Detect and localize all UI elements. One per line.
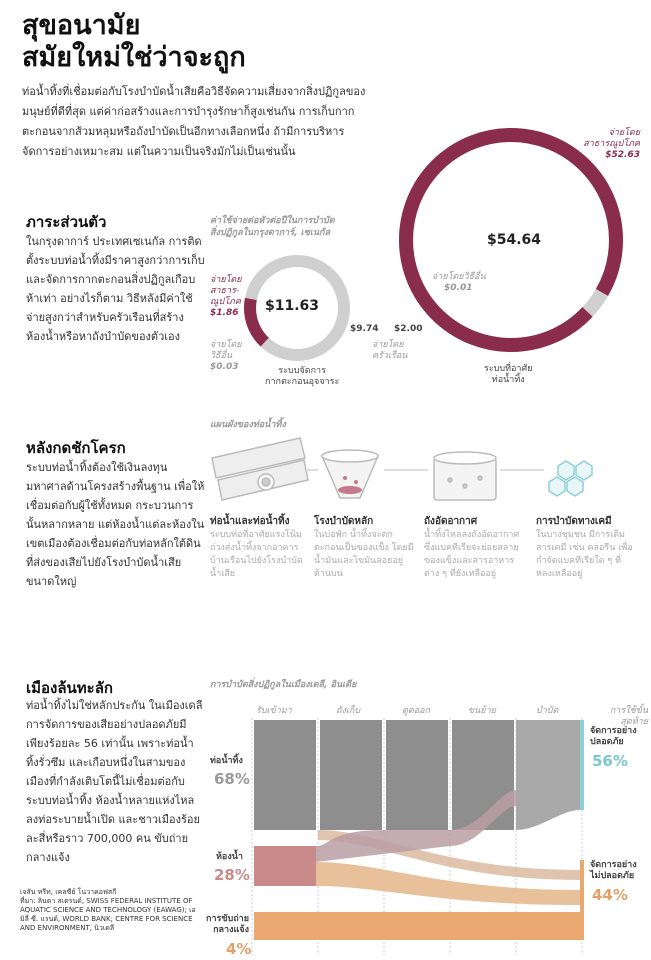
small-household-value: $9.74 bbox=[350, 324, 379, 334]
flow-chart-title: การบำบัดสิ่งปฏิกูลในเมืองเดลี, อินเดีย bbox=[210, 680, 357, 690]
outcome-safe-pct: 56% bbox=[592, 752, 628, 770]
col-treatment: บำบัด bbox=[536, 706, 559, 716]
outcome-unsafe-label-2: ไม่ปลอดภัย bbox=[590, 871, 635, 881]
small-donut-name-2: กากตะกอนอุจจาระ bbox=[265, 377, 340, 387]
section1-heading: ภาระส่วนตัว bbox=[26, 213, 107, 231]
source-open-label-1: การขับถ่าย bbox=[206, 914, 249, 924]
section3-heading: เมืองล้นทะลัก bbox=[26, 679, 114, 697]
sewer-band-2 bbox=[320, 720, 382, 830]
step-2-body: ในบ่อพัก น้ำทิ้งจะตกตะกอนเป็นของแข็ง โดยมีน้ำมันและไขมันลอยอยู่ด้านบน bbox=[314, 530, 414, 579]
col-transport: ขนย้าย bbox=[468, 706, 496, 716]
source-sewer-pct: 68% bbox=[214, 770, 250, 788]
open-band bbox=[254, 912, 316, 940]
large-household-label-1: จ่ายโดย bbox=[372, 340, 404, 350]
title-line-1: สุขอนามัย bbox=[22, 10, 141, 41]
large-other-value: $0.01 bbox=[444, 283, 473, 293]
step-3-title: ถังอัดอากาศ bbox=[424, 516, 478, 527]
source-sewer-label: ท่อน้ำทิ้ง bbox=[210, 756, 243, 766]
outcome-safe-label bbox=[590, 726, 637, 748]
outcome-safe-label-2: ปลอดภัย bbox=[590, 737, 624, 747]
title-line-2: สมัยใหม่ใช่ว่าจะถูก bbox=[22, 42, 246, 73]
step-1-title: ท่อน้ำและท่อน้ำทิ้ง bbox=[210, 516, 290, 527]
col-end-use: การใช้ขั้นสุดท้าย bbox=[609, 706, 648, 727]
intro-text: ท่อน้ำทิ้งที่เชื่อมต่อกับโรงบำบัดน้ำเสียคือวิธีจัดความเสี่ยงจากสิ่งปฏิกูลของมนุษย์ที่ดีที่สุด แต่ค่าก่อสร้างและการบำรุงรักษาก็สูงเช่นกัน การเก็บกากตะกอนจากส้วมหลุมหรือถังบำบัดเป็นอีกทางเลือกหนึ่ง ถ้ามีการบริหารจัดการอย่างเหมาะสม แต่ในความเป็นจริงมักไม่เป็นเช่นนั้น bbox=[22, 85, 366, 158]
source-toilet-pct: 28% bbox=[214, 866, 250, 884]
section2-heading: หลังกดชักโครก bbox=[26, 439, 126, 457]
step-3-body: น้ำทิ้งไหลลงถังอัดอากาศ ซึ่งแบคทีเรียจะย่อยสลายของแข็งและสารอาหารต่าง ๆ ที่ยังเหลืออยู่ bbox=[424, 530, 520, 579]
small-public-label-1: จ่ายโดย bbox=[210, 275, 242, 285]
col-emptying: ดูดออก bbox=[402, 706, 430, 716]
section1-body: ในกรุงดาการ์ ประเทศเซเนกัล การติดตั้งระบบท่อน้ำทิ้งมีราคาสูงกว่าการเก็บและจัดการกากตะกอนสิ่งปฏิกูลเกือบห้าเท่า อย่างไรก็ตาม วิธีหลังมีค่าใช้จ่ายสูงกว่าสำหรับครัวเรือนที่สร้างห้องน้ำหรือหาถังบำบัดของตัวเอง bbox=[26, 235, 205, 343]
section2-body: ระบบท่อน้ำทิ้งต้องใช้เงินลงทุนมหาศาลด้านโครงสร้างพื้นฐาน เพื่อให้เชื่อมต่อกับผู้ใช้ทั้งหมด กระบวนการนั้นหลากหลาย แต่ห้องน้ำแต่ละห้องในเขตเมืองต้องเชื่อมต่อกับท่อหลักใต้ดินที่ส่งของเสียไปยังโรงบำบัดน้ำเสียขนาดใหญ่ bbox=[26, 461, 205, 588]
large-public-value: $52.63 bbox=[605, 150, 640, 160]
outcome-unsafe-label bbox=[590, 860, 637, 882]
small-other-value: $0.03 bbox=[210, 362, 239, 372]
section3-body: ท่อน้ำทิ้งไม่ใช่หลักประกัน ในเมืองเดลี การจัดการของเสียอย่างปลอดภัยมีเพียงร้อยละ 56 เท่านั้น เพราะท่อน้ำทิ้งรั่วซึม และเกือบหนึ่งในสามของเมืองที่กำลังเติบโตนี้ไม่เชื่อมต่อกับระบบท่อน้ำทิ้ง ห้องน้ำหลายแห่งไหลลงท่อระบายน้ำเปิด และชาวเมืองร้อยละสี่หรือราว 700,000 คน ขับถ่ายกลางแจ้ง bbox=[26, 699, 203, 864]
outcome-unsafe-pct: 44% bbox=[592, 886, 628, 904]
sewer-band-4 bbox=[452, 720, 514, 830]
small-public-value: $1.86 bbox=[210, 308, 239, 318]
source-open-label-2: กลางแจ้ง bbox=[213, 925, 249, 935]
outcome-safe-label-1: จัดการอย่าง bbox=[590, 726, 637, 736]
sewer-band-1 bbox=[254, 720, 316, 830]
small-public-label-3: ณูปโภค bbox=[210, 297, 241, 307]
toilet-band bbox=[254, 846, 316, 886]
safe-bar bbox=[580, 720, 584, 810]
sewer-diagram-title: แผนผังของท่อน้ำทิ้ง bbox=[210, 420, 286, 430]
step-2-title: โรงบำบัดหลัก bbox=[314, 516, 374, 527]
step-4-title: การบำบัดทางเคมี bbox=[536, 516, 612, 527]
large-household-label-2: ครัวเรือน bbox=[372, 351, 408, 361]
source-open-pct: 4% bbox=[226, 940, 252, 958]
large-donut-name-2: ท่อน้ำทิ้ง bbox=[491, 375, 525, 385]
small-donut-name-1: ระบบจัดการ bbox=[278, 366, 326, 376]
large-donut-name-1: ระบบที่อาศัย bbox=[484, 364, 533, 374]
large-public-label-2: สาธารณูปโภค bbox=[583, 139, 640, 149]
unsafe-bar bbox=[580, 860, 584, 940]
source-open-label bbox=[206, 914, 249, 936]
step-1-body: ระบบท่อที่อาศัยแรงโน้มถ่วงส่งน้ำทิ้งจากอาคารบ้านเรือนไปยังโรงบำบัดน้ำเสีย bbox=[210, 530, 303, 579]
small-donut-total: $11.63 bbox=[265, 298, 320, 314]
small-other-label-2: วิธีอื่น bbox=[210, 351, 233, 361]
large-other-label-text: จ่ายโดยวิธีอื่น bbox=[432, 272, 486, 282]
outcome-unsafe-label-1: จัดการอย่าง bbox=[590, 860, 637, 870]
sewer-band-3 bbox=[386, 720, 448, 830]
small-public-label-2: สาธาร- bbox=[210, 286, 240, 296]
source-toilet-label: ห้องน้ำ bbox=[216, 852, 243, 862]
toilet-to-unsafe bbox=[316, 862, 580, 905]
donut-chart-title-1: ค่าใช้จ่ายต่อหัวต่อปีในการบำบัด bbox=[210, 216, 335, 226]
small-other-label-1: จ่ายโดย bbox=[210, 340, 242, 350]
credits: เจสัน ทรีท, เคลซีย์ โนวาคอฟสกี ที่มา: ลินดา สเตรนด์, SWISS FEDERAL INSTITUTE OF AQUATIC SCIENCE AND TECHNOLOGY (EAWAG); เอมิลี่ ซี. แรนด์, WORLD BANK; CENTRE FOR SCIENCE AND ENVIRONMENT, นิวเดลี bbox=[20, 888, 196, 932]
sewer-to-safe bbox=[516, 720, 580, 830]
large-donut-total: $54.64 bbox=[487, 232, 542, 248]
large-public-label-1: จ่ายโดย bbox=[608, 128, 640, 138]
open-to-unsafe bbox=[316, 912, 580, 940]
donut-chart-title-2: สิ่งปฏิกูลในกรุงดาการ์, เซเนกัล bbox=[210, 228, 330, 238]
step-4-body: ในบางชุมชน มีการเติมสารเคมี เช่น คลอรีน เพื่อกำจัดแบคทีเรียใด ๆ ที่หลงเหลืออยู่ bbox=[536, 530, 633, 579]
large-household-value: $2.00 bbox=[394, 324, 423, 334]
col-storage: ถังเก็บ bbox=[336, 706, 361, 716]
col-intake: รับเข้ามา bbox=[256, 706, 292, 716]
